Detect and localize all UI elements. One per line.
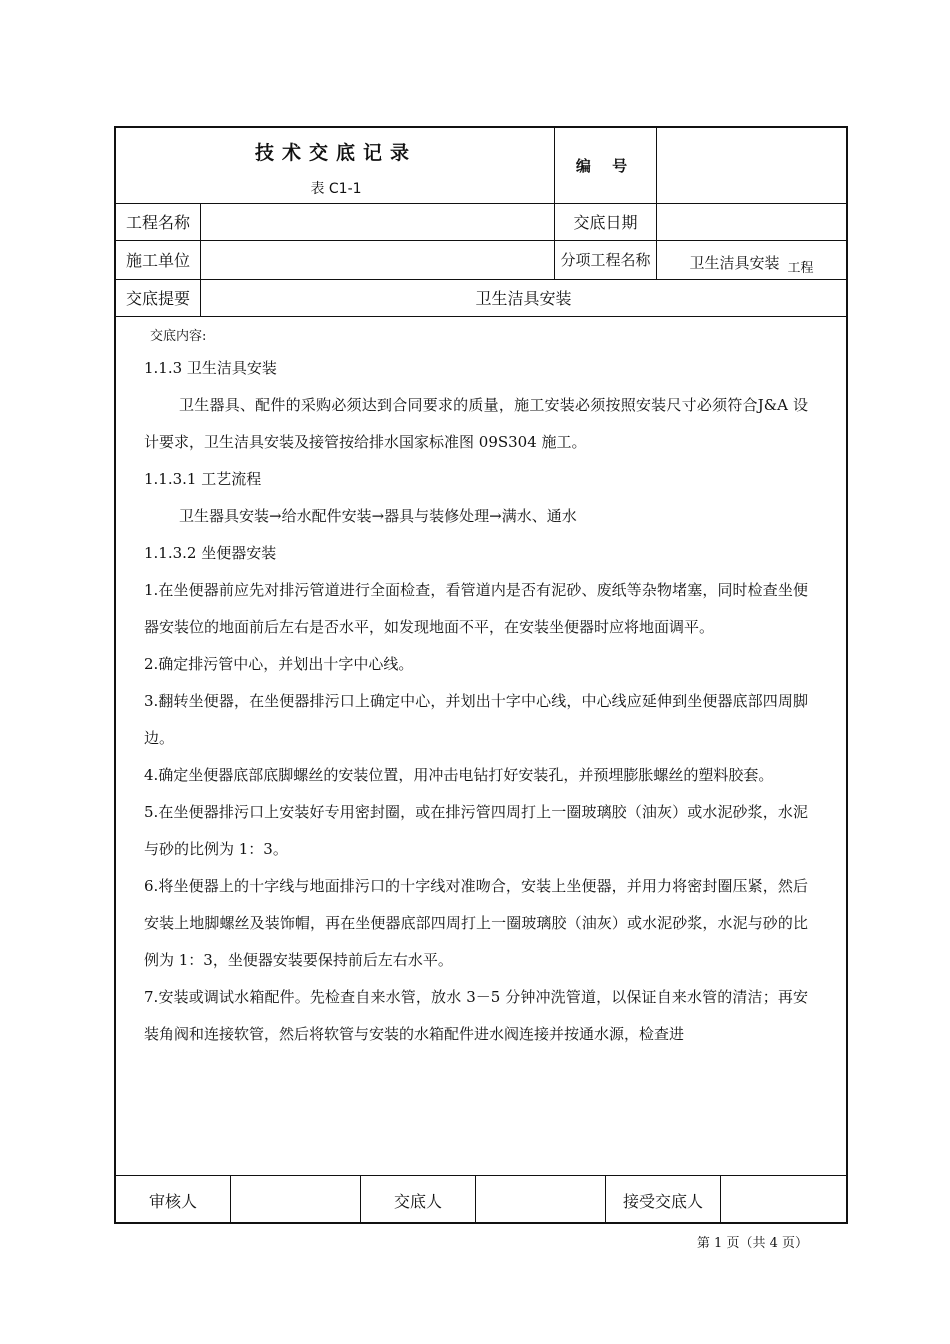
contractor-value[interactable] [200,240,554,279]
contractor-label: 施工单位 [125,251,190,270]
content-label: 交底内容: [150,329,207,344]
subproject-value-cell[interactable] [656,240,846,279]
reviewer-value[interactable] [230,1176,360,1224]
project-name-label: 工程名称 [125,213,190,232]
subproject-suffix: 工程 [787,261,814,276]
paragraph: 卫生器具、配件的采购必须达到合同要求的质量，施工安装必须按照安装尺寸必须符合J&A 设计要求，卫生洁具安装及接管按给排水国家标准图 09S304 施工。 [144,396,808,451]
date-value[interactable] [656,203,846,240]
section-heading: 1.1.3 卫生洁具安装 [144,359,277,377]
step-item: 1.在坐便器前应先对排污管道进行全面检查，看管道内是否有泥砂、废纸等杂物堵塞，同时检查坐便器安装位的地面前后左右是否水平，如发现地面不平，在安装坐便器时应将地面调平。 [144,581,808,636]
disclosure-form [114,126,848,1224]
header-row [116,128,846,204]
page-number: 第 1 页（共 4 页） [696,1236,808,1251]
step-item: 6.将坐便器上的十字线与地面排污口的十字线对准吻合，安装上坐便器，并用力将密封圈压紧，然后安装上地脚螺丝及装饰帽，再在坐便器底部四周打上一圈玻璃胶（油灰）或水泥砂浆，水泥与砂的比例为 1：3，坐便器安装要保持前后左右水平。 [144,877,808,969]
summary-value[interactable]: 卫生洁具安装 [200,279,846,316]
section-heading: 1.1.3.2 坐便器安装 [144,544,277,562]
form-number: 表 C1-1 [310,181,362,197]
signature-row [116,1176,846,1224]
step-item: 3.翻转坐便器，在坐便器排污口上确定中心，并划出十字中心线，中心线应延伸到坐便器底部四周脚边。 [144,692,808,747]
step-item: 5.在坐便器排污口上安装好专用密封圈，或在排污管四周打上一圈玻璃胶（油灰）或水泥砂浆，水泥与砂的比例为 1：3。 [144,803,808,858]
number-label: 编 号 [575,157,636,175]
date-label: 交底日期 [554,203,656,240]
content-area [116,316,846,1176]
reviewer-label: 审核人 [148,1191,197,1211]
process-flow: 卫生器具安装→给水配件安装→器具与装修处理→满水、通水 [179,507,577,525]
contractor-row [116,240,846,280]
page-title: 技术交底记录 [254,142,417,164]
discloser-label: 交底人 [360,1176,475,1224]
section-heading: 1.1.3.1 工艺流程 [144,470,262,488]
summary-label: 交底提要 [125,289,190,308]
step-item: 4.确定坐便器底部底脚螺丝的安装位置，用冲击电钻打好安装孔，并预埋膨胀螺丝的塑料胶套。 [144,766,774,784]
step-item: 7.安装或调试水箱配件。先检查自来水管，放水 3－5 分钟冲洗管道，以保证自来水管的清洁；再安装角阀和连接软管，然后将软管与安装的水箱配件进水阀连接并按通水源，检查进 [144,988,808,1043]
summary-row [116,279,846,317]
number-value-cell[interactable] [656,128,846,203]
step-item: 2.确定排污管中心，并划出十字中心线。 [144,655,414,673]
project-row [116,203,846,241]
subproject-value: 卫生洁具安装 [689,254,780,272]
number-label-cell [554,128,656,203]
receiver-value[interactable] [720,1176,846,1224]
discloser-value[interactable] [475,1176,605,1224]
content-body [144,324,808,1053]
subproject-label: 分项工程名称 [554,240,656,279]
project-name-value[interactable] [200,203,554,240]
receiver-label: 接受交底人 [605,1176,720,1224]
